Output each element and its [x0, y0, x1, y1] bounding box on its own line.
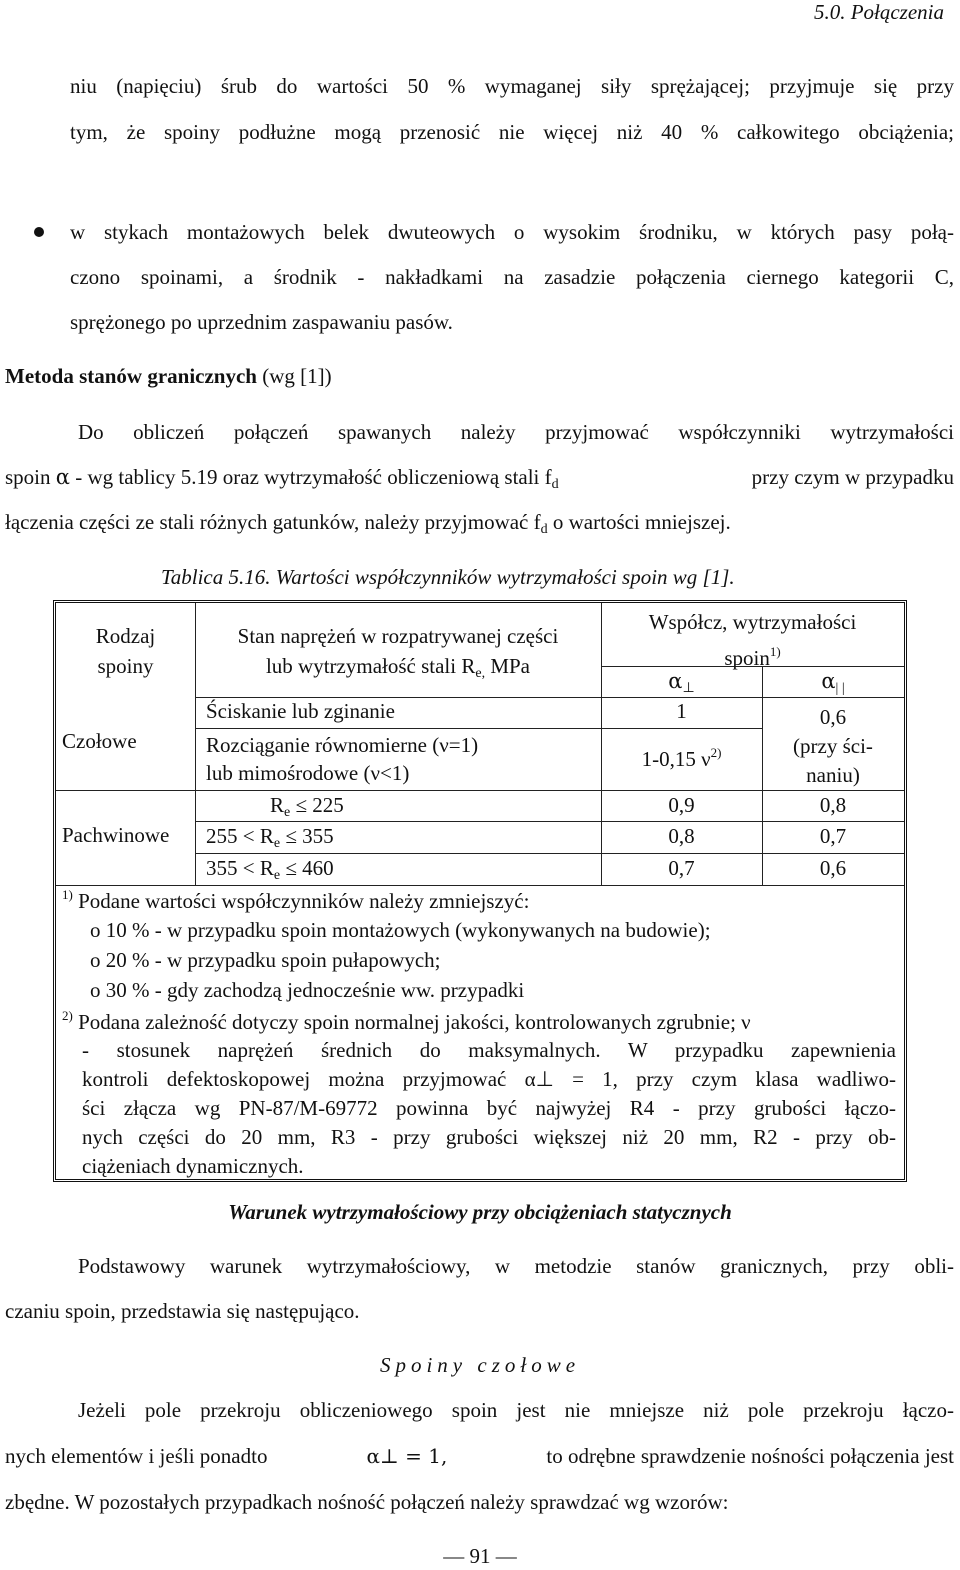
- subscript: d: [540, 522, 548, 537]
- range-text: ≤ 225: [290, 793, 344, 817]
- weld-type-fillet: Pachwinowe: [62, 823, 170, 847]
- text-fragment: - wg tablicy 5.19 oraz wytrzymałość obliczeniową stali f: [69, 465, 552, 489]
- alpha-symbol: α: [821, 669, 836, 693]
- coefficient-value: 0,8: [668, 824, 695, 848]
- text-fragment: to odrębne sprawdzenie nośności połączenia jest: [546, 1444, 954, 1468]
- subscript: e: [273, 836, 281, 851]
- bullet-line: sprężonego po uprzednim zaspawaniu pasów.: [70, 310, 453, 334]
- subscript: e: [284, 805, 291, 820]
- subscript: ⊥: [682, 680, 695, 696]
- stress-row-label: lub mimośrodowe (ν<1): [206, 761, 410, 785]
- subscript: d: [551, 477, 559, 492]
- range-text: 255 < R: [206, 824, 274, 848]
- steel-range-label: [206, 824, 334, 852]
- bullet-line: czono spoinami, a środnik - nakładkami na zasadzie połączenia ciernego kategorii C,: [70, 265, 954, 289]
- footnote-1: [62, 887, 529, 914]
- running-header: 5.0. Połączenia: [813, 0, 944, 24]
- method-reference: (wg [1]): [256, 364, 332, 388]
- footnote-mark: 1): [62, 887, 73, 902]
- header-text: Współcz, wytrzymałości: [648, 610, 857, 634]
- steel-range-label: [206, 856, 334, 884]
- footnote-item: o 10 % - w przypadku spoin montażowych (wykonywanych na budowie);: [90, 918, 711, 942]
- bullet-icon: [34, 227, 44, 237]
- header-alpha-parallel: [762, 669, 904, 697]
- paragraph-line: tym, że spoiny podłużne mogą przenosić nie więcej niż 40 % całkowitego obciążenia;: [70, 120, 954, 144]
- method-title: Metoda stanów granicznych: [5, 364, 257, 388]
- coefficient-value: [601, 745, 762, 772]
- bullet-line: w stykach montażowych belek dwuteowych o wysokim środniku, w których pasy połą-: [70, 220, 954, 244]
- header-text: spoin: [724, 646, 770, 670]
- paragraph-line: Jeżeli pole przekroju obliczeniowego spoin jest nie mniejsze niż pole przekroju łączo-: [78, 1398, 954, 1422]
- table-caption: Tablica 5.16. Wartości współczynników wytrzymałości spoin wg [1].: [161, 565, 735, 589]
- footnote-item: o 30 % - gdy zachodzą jednocześnie ww. przypadki: [90, 978, 525, 1002]
- paragraph-line: [5, 1442, 954, 1470]
- footnote-2: [62, 1008, 751, 1035]
- header-weld-type: [56, 621, 195, 681]
- footnote-mark: 2): [62, 1008, 73, 1023]
- footnote-line: ści złącza wg PN-87/M-69772 powinna być najwyżej R4 - przy grubości łączo-: [82, 1096, 896, 1120]
- header-text: Stan naprężeń w rozpatrywanej części: [237, 624, 559, 648]
- subheading: Warunek wytrzymałościowy przy obciążeniach statycznych: [228, 1200, 732, 1224]
- header-stress-state: [195, 621, 601, 689]
- footnote-line: nych części do 20 mm, R3 - przy grubości większej niż 20 mm, R2 - przy ob-: [82, 1125, 896, 1149]
- coefficient-text: 0,6: [819, 705, 847, 729]
- footnote-line: - stosunek naprężeń średnich do maksymalnych. W przypadku zapewnienia: [82, 1038, 896, 1062]
- steel-range-label: [270, 793, 344, 821]
- coefficient-value: 0,7: [819, 824, 847, 848]
- header-coefficients: [601, 607, 904, 673]
- table-divider: [195, 728, 762, 729]
- footnote-ref: 2): [710, 745, 722, 760]
- header-text: lub wytrzymałość stali R: [265, 654, 476, 678]
- subscript: | |: [835, 681, 845, 696]
- coefficient-value: 0,7: [668, 856, 695, 880]
- stress-row-label: Rozciąganie równomierne (ν=1): [206, 733, 479, 757]
- alpha-formula: α⊥ = 1,: [366, 1444, 448, 1468]
- paragraph-line: [5, 508, 731, 544]
- subscript: e,: [475, 666, 486, 681]
- footnote-line: ciążeniach dynamicznych.: [82, 1154, 304, 1178]
- range-text: ≤ 460: [280, 856, 334, 880]
- header-text: spoiny: [97, 654, 154, 678]
- text-fragment: nych elementów i jeśli ponadto: [5, 1444, 268, 1468]
- coefficient-text: naniu): [806, 763, 860, 787]
- subscript: e: [273, 868, 281, 883]
- text-fragment: łączenia części ze stali różnych gatunków, należy przyjmować f: [5, 510, 541, 534]
- coefficient-value: [762, 703, 904, 790]
- coefficient-value: 0,6: [819, 856, 847, 880]
- coefficient-value: 1: [676, 699, 687, 723]
- paragraph-line: zbędne. W pozostałych przypadkach nośność połączeń należy sprawdzać wg wzorów:: [5, 1490, 729, 1514]
- coefficient-value: 0,9: [668, 793, 695, 817]
- section-title-text: Spoiny czołowe: [379, 1353, 581, 1377]
- paragraph-line: [5, 463, 954, 499]
- paragraph-line: Do obliczeń połączeń spawanych należy przyjmować współczynniki wytrzymałości: [78, 420, 954, 444]
- table-divider: [56, 790, 904, 791]
- alpha-symbol: α: [668, 669, 683, 693]
- footnote-text: Podane wartości współczynników należy zmniejszyć:: [72, 889, 530, 913]
- weld-type-butt: Czołowe: [62, 729, 137, 753]
- paragraph-line: niu (napięciu) śrub do wartości 50 % wymaganej siły sprężającej; przyjmuje się przy: [70, 74, 954, 98]
- text-fragment: o wartości mniejszej.: [547, 510, 731, 534]
- footnote-text: Podana zależność dotyczy spoin normalnej jakości, kontrolowanych zgrubnie; ν: [72, 1010, 751, 1034]
- footnote-item: o 20 % - w przypadku spoin pułapowych;: [90, 948, 441, 972]
- footnote-ref: 1): [769, 644, 781, 659]
- header-alpha-perp: [601, 669, 762, 696]
- stress-row-label: Ściskanie lub zginanie: [206, 699, 395, 723]
- range-text: R: [270, 793, 285, 817]
- page-number: — 91 —: [443, 1544, 517, 1568]
- paragraph-line: czaniu spoin, przedstawia się następująco.: [5, 1299, 360, 1323]
- section-title: [0, 1353, 960, 1378]
- section-heading: [5, 362, 332, 390]
- coefficients-table: [53, 600, 907, 1182]
- table-divider: [195, 853, 904, 854]
- table-divider: [56, 885, 904, 886]
- table-divider: [195, 697, 904, 698]
- paragraph-line: Podstawowy warunek wytrzymałościowy, w metodzie stanów granicznych, przy obli-: [78, 1254, 954, 1278]
- header-text: MPa: [485, 654, 531, 678]
- coefficient-text: 1-0,15 ν: [641, 747, 711, 771]
- range-text: ≤ 355: [280, 824, 334, 848]
- alpha-symbol: α: [55, 465, 70, 489]
- header-text: Rodzaj: [95, 624, 156, 648]
- text-fragment: spoin: [5, 465, 56, 489]
- text-fragment: przy czym w przypadku: [751, 465, 954, 489]
- footnote-line: kontroli defektoskopowej można przyjmować α⊥ = 1, przy czym klasa wadliwo-: [82, 1067, 896, 1091]
- coefficient-text: (przy ści-: [793, 734, 873, 758]
- coefficient-value: 0,8: [819, 793, 847, 817]
- range-text: 355 < R: [206, 856, 274, 880]
- table-divider: [195, 821, 904, 822]
